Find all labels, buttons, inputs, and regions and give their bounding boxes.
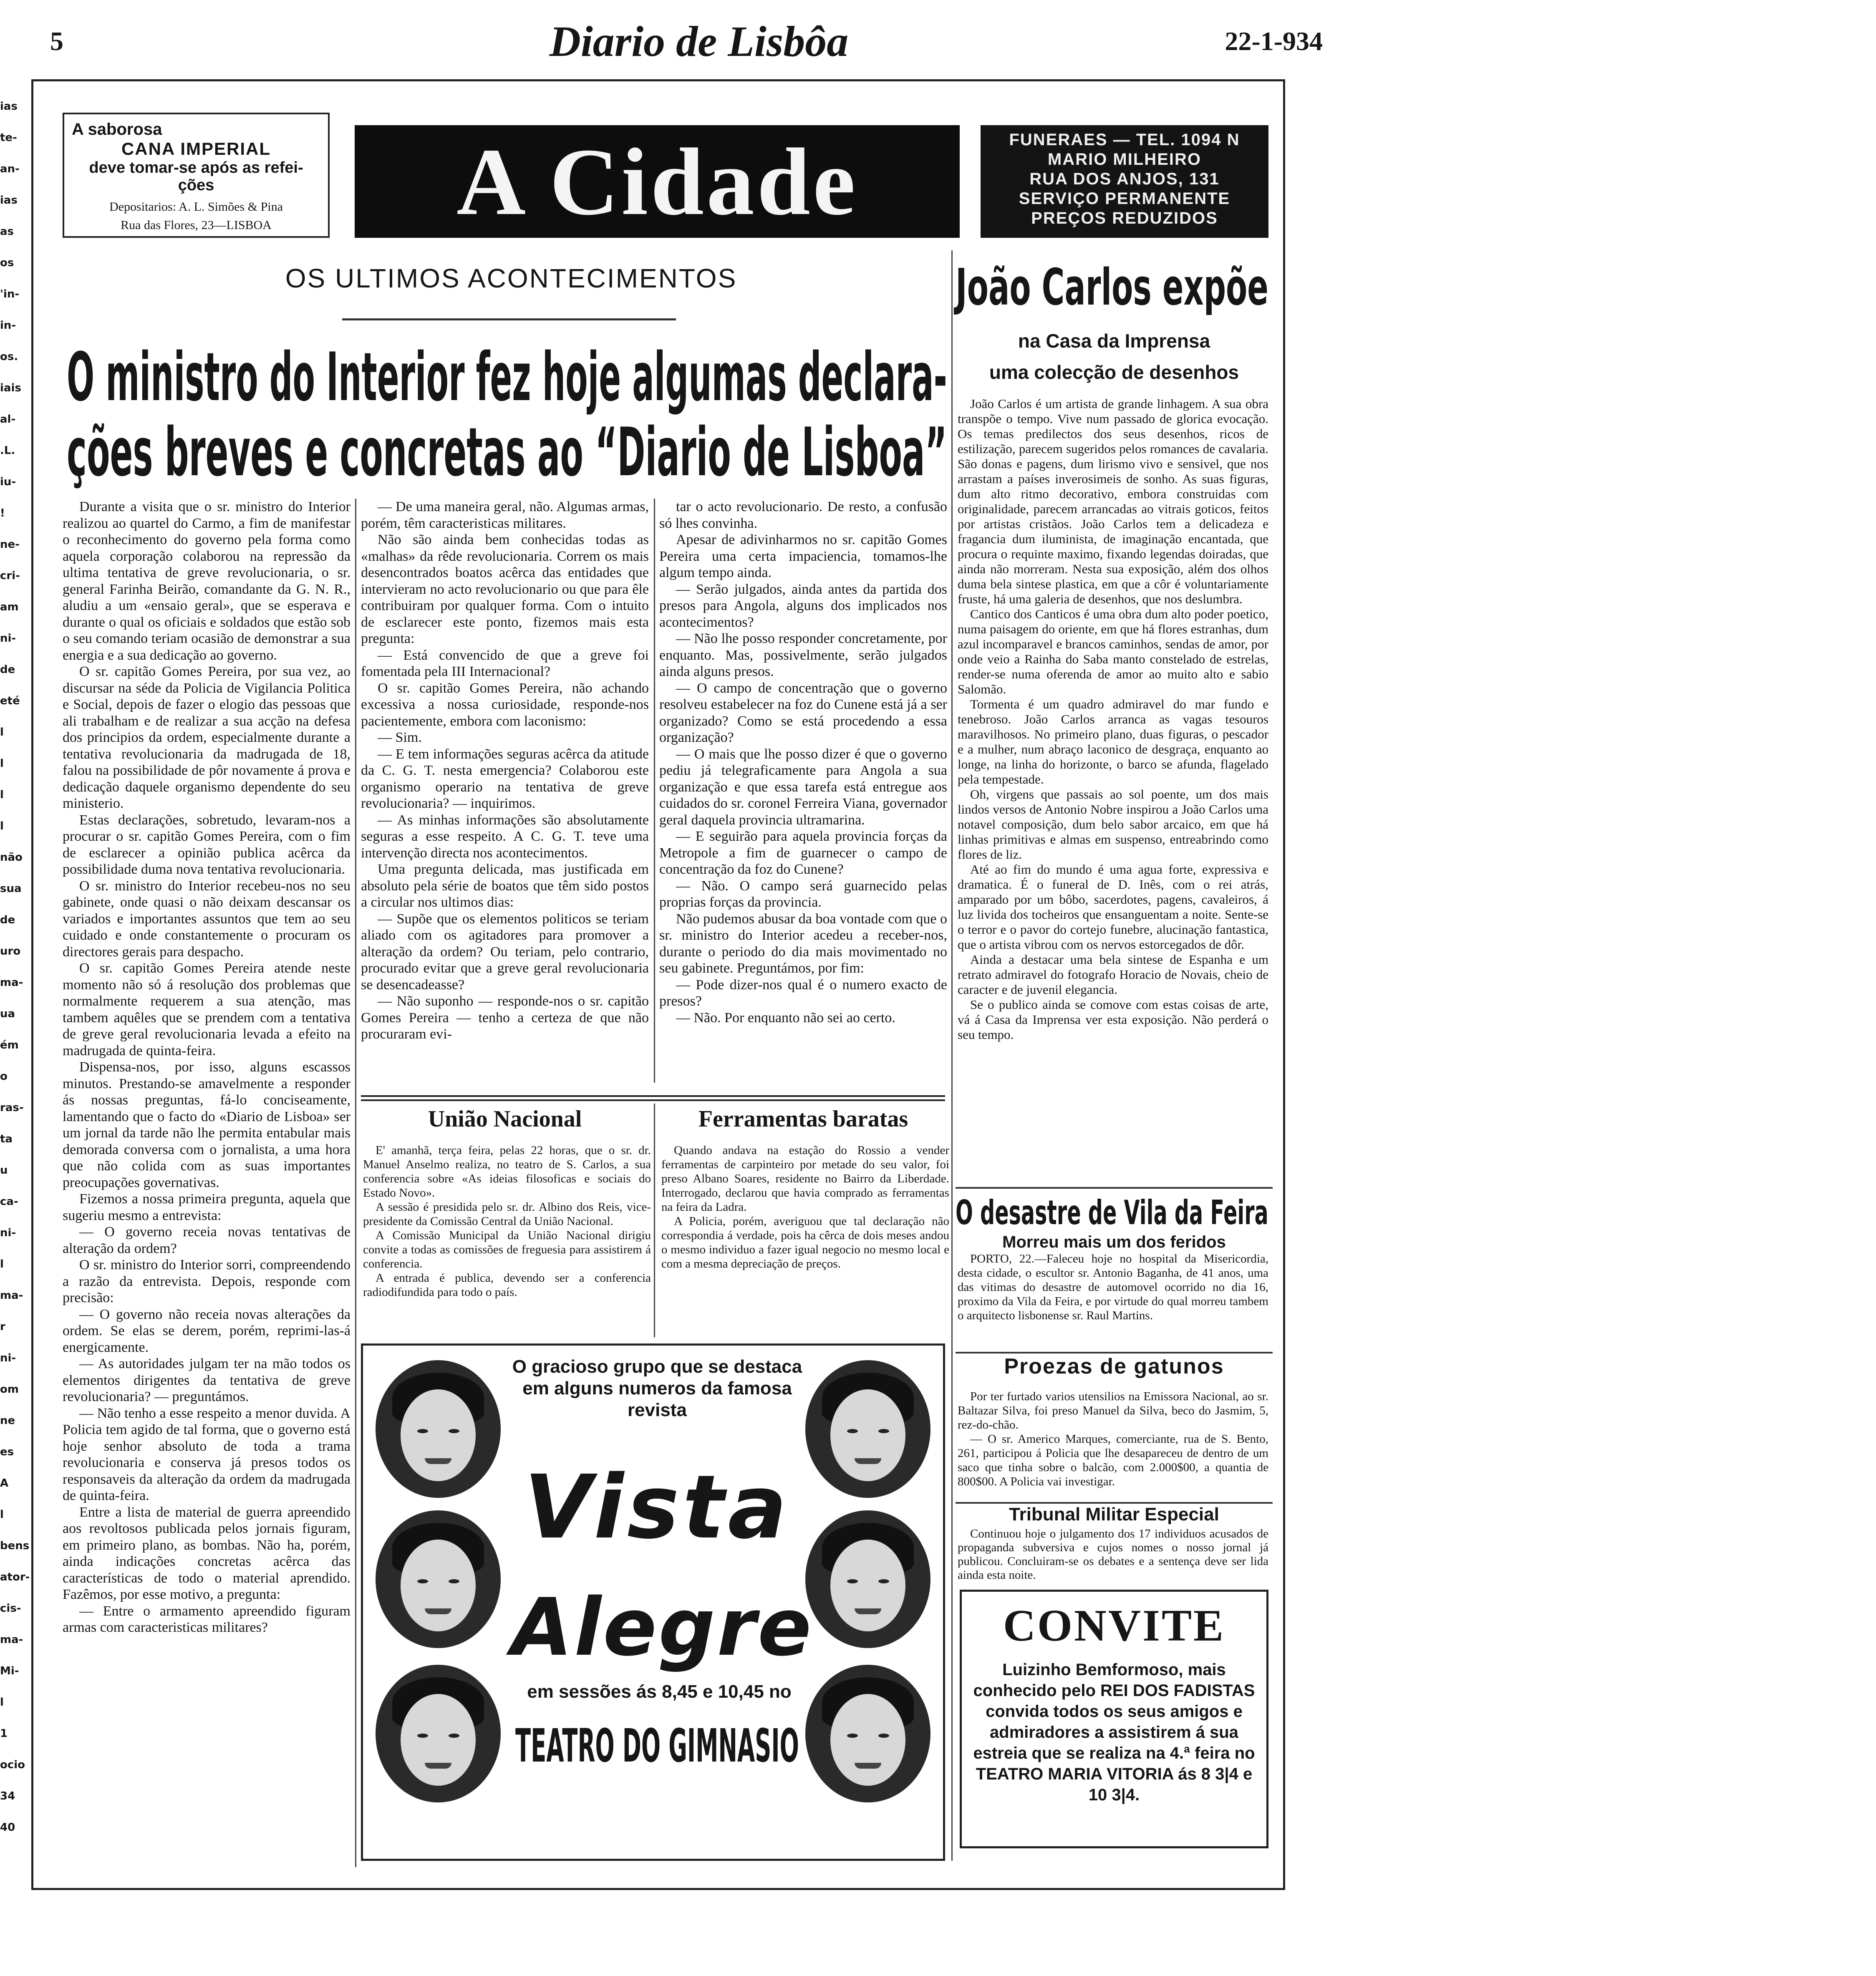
article-paragraph: — O governo não receia novas alterações da ordem. Se elas se derem, porém, reprimi-las-á energicamente. — [63, 1306, 350, 1355]
feira-body — [958, 1252, 1268, 1352]
tribunal-title: Tribunal Militar Especial — [1009, 1504, 1219, 1525]
ad-cana-depositarios: Depositarios: A. L. Simões & Pina — [109, 200, 283, 214]
adjacent-page-fragment: cis- — [0, 1602, 21, 1615]
ad-cana-product: CANA IMPERIAL — [121, 139, 271, 159]
article-paragraph: — E seguirão para aquela provincia forças da Metropole a fim de guarnecer o campo de concentração da foz do Cunene? — [659, 829, 947, 877]
adjacent-page-fragment: am — [0, 601, 19, 613]
article-paragraph: Uma pregunta delicada, mas justificada em absoluto pela série de boatos que têm sido postos a circular nos ultimos dias: — [361, 862, 649, 910]
column-rule — [951, 250, 953, 1861]
article-paragraph: Dispensa-nos, por isso, alguns escassos minutos. Prestando-se amavelmente a responder ás nossas preguntas, fá-lo conciseamente, lamentando que o facto do «Diario de Lisboa» ser um jornal da tarde não lhe permita entabular mais demorada conversa com o jornalista, a uma hora que não colida com as suas importantes preocupações governativas. — [63, 1059, 350, 1190]
uniao-nacional-body — [363, 1143, 651, 1339]
ad-funeraes-line: PREÇOS REDUZIDOS — [1031, 209, 1218, 227]
article-paragraph: — Não. Por enquanto não sei ao certo. — [676, 1010, 895, 1026]
adjacent-page-fragment: ni- — [0, 1227, 16, 1239]
article-paragraph: Fizemos a nossa primeira preguntа, aquela que sugeriu mesmo a entrevista: — [63, 1191, 350, 1223]
adjacent-page-fragment: ne — [0, 1414, 15, 1427]
article-paragraph: — Pode dizer-nos qual é o numero exacto de presos? — [659, 977, 947, 1009]
ad-vista-alegre-sessions: em sessões ás 8,45 e 10,45 no — [527, 1681, 792, 1702]
section-logo-text: A Cidade — [456, 128, 858, 235]
adjacent-page-fragment: ua — [0, 1008, 15, 1020]
adjacent-page-fragment: .L. — [0, 444, 15, 457]
article-paragraph: O sr. ministro do Interior recebeu-nos no seu gabinete, onde quasi o não deixam descansar os variados e importantes assuntos que tem ao seu cuidado e onde constantemente o procuram os directores gerais para despacho. — [63, 878, 350, 960]
section-rule — [956, 1502, 1273, 1504]
adjacent-page-fragment: ma- — [0, 1633, 23, 1646]
article-paragraph: — E tem informações seguras acêrca da atitude da C. G. T. nesta emergencia? Colaborou este organismo operario na tentativa de greve revolucionaria? — inquirimos. — [361, 746, 649, 811]
article-paragraph: — Sim. — [378, 730, 422, 745]
adjacent-page-fragment: es — [0, 1446, 14, 1458]
adjacent-page-fragment: al- — [0, 413, 16, 426]
portrait-photo — [376, 1360, 501, 1498]
article-paragraph: — Está convencido de que a greve foi fomentada pela III Internacional? — [361, 647, 649, 679]
feira-subtitle: Morreu mais um dos feridos — [1002, 1233, 1226, 1251]
adjacent-page-fragment: l — [0, 1696, 4, 1709]
adjacent-page-fragment: ias — [0, 194, 18, 207]
joao-carlos-subtitle: uma colecção de desenhos — [989, 361, 1239, 383]
article-paragraph: E' amanhã, terça feira, pelas 22 horas, que o sr. dr. Manuel Anselmo realiza, no teatro de S. Carlos, a sua conferencia sobre «As ideias filosoficas e sociais do Estado Novo». — [363, 1144, 651, 1200]
article-paragraph: — As autoridades julgam ter na mão todos os elementos dirigentes da tentativa de greve revolucionaria? — preguntámos. — [63, 1356, 350, 1404]
adjacent-page-fragment: 1 — [0, 1727, 8, 1740]
adjacent-page-fragment: ias — [0, 100, 18, 113]
adjacent-page-fragment: sua — [0, 882, 22, 895]
ad-funeraes-line: SERVIÇO PERMANENTE — [1019, 189, 1230, 208]
adjacent-page-fragment: 'in- — [0, 288, 20, 300]
article-paragraph: — O mais que lhe posso dizer é que o governo pediu já telegraficamente para Angola a sua organização e que essa tarefa está entregue aos cuidados do sr. coronel Ferreira Viana, governador geral daquela provincia ultramarina. — [659, 746, 947, 828]
adjacent-page-fragment: ator- — [0, 1571, 30, 1583]
adjacent-page-fragment: an- — [0, 163, 20, 175]
adjacent-page-fragment: os. — [0, 350, 18, 363]
article-paragraph: Não são ainda bem conhecidas todas as «malhas» da rêde revolucionaria. Correm os mais desencontrados boatos acêrca das entidades que intervieram no acto revolucionario ou que para êle contribuiram por qualquer forma. Com o intuito de esclarecer este ponto, fizemos mais esta pregunta: — [361, 532, 649, 646]
adjacent-page-fragment: ém — [0, 1039, 19, 1051]
portrait-photo — [805, 1665, 930, 1802]
adjacent-page-fragment: ras- — [0, 1101, 24, 1114]
portrait-photo — [805, 1360, 930, 1498]
headline-line-1: O ministro do Interior fez hoje algumas declara- — [67, 338, 947, 416]
article-paragraph: Oh, virgens que passais ao sol poente, um dos mais lindos versos de Antonio Nobre inspirou a João Carlos uma notavel composição, dum belo sabor arcaico, em que há linhas primitivas e almas em suspenso, entreabrindo como flores de liz. — [958, 787, 1268, 862]
adjacent-page-fragment: o — [0, 1070, 8, 1083]
ad-funeraes-line: RUA DOS ANJOS, 131 — [1029, 170, 1220, 188]
adjacent-page-fragment: l — [0, 820, 4, 832]
article-paragraph: — Serão julgados, ainda antes da partida dos presos para Angola, alguns dos implicados nos acontecimentos? — [659, 581, 947, 630]
adjacent-page-fragment: te- — [0, 131, 17, 144]
article-paragraph: O sr. ministro do Interior sorri, compreendendo a razão da entrevista. Depois, responde com precisão: — [63, 1257, 350, 1306]
adjacent-page-fragment: ni- — [0, 632, 16, 645]
article-paragraph: João Carlos é um artista de grande linhagem. A sua obra transpõe o tempo. Vive num passado de glorica evocação. Os temas predilectos dos seus desenhos, ricos de estilização, parecem sugeridos pelos romances de cavalaria. São donas e pagens, dum lirismo vivo e sensivel, que nos arrastam a países inverosimeis de sonho. As suas figuras, dum alto ritmo decorativo, embora construidas com originalidade, parecem arrancadas ao vitrais goticos, feitos por artistas cristãos. João Carlos tem a delicadeza e fragancia dum iluminista, de imaginação encantada, que procura o requinte maximo, fixando legendas doiradas, que ainda não morreram. Nesta sua exposição, além dos olhos duma bela sintese plastica, em que a côr é voluntariamente fruste, há uma galeria de desenhos, que nos deslumbra. — [958, 396, 1268, 606]
article-column-1 — [63, 499, 350, 1892]
article-paragraph: O sr. capitão Gomes Pereira atende neste momento não só á resolução dos problemas que normalmente requerem a sua atenção, mas tambem aquêles que se prendem com a tentativa de greve geral revolucionaria levada a efeito na madrugada de quinta-feira. — [63, 960, 350, 1059]
adjacent-page-fragment: l — [0, 726, 4, 738]
adjacent-page-fragment: as — [0, 225, 14, 238]
ad-cana-line: deve tomar-se após as refei-ções — [89, 159, 303, 194]
article-paragraph: — Entre o armamento apreendido figuram armas com caracteristicas militares? — [63, 1603, 350, 1635]
article-paragraph: Quando andava na estação do Rossio a vender ferramentas de carpinteiro por metade do seu valor, foi preso Albano Soares, residente no Bairro da Liberdade. Interrogado, declarou que havia comprado as ferramentas na feira da Ladra. — [661, 1144, 949, 1214]
ad-vista-alegre-theatre: TEATRO DO GIMNASIO — [515, 1719, 799, 1772]
article-paragraph: A Policia, porém, averiguou que tal declaração não correspondia á verdade, pois ha cêrca de dois meses andou o mesmo individuo a fazer igual negocio no mesmo local e com a mesma depreciação de preços. — [661, 1215, 949, 1270]
article-paragraph: Durante a visita que o sr. ministro do Interior realizou ao quartel do Carmo, a fim de manifestar o reconhecimento do governo pela forma como aquela corporação colaborou na repressão da ultima tentativa de greve revolucionaria, o sr. general Farinha Beirão, comandante da G. N. R., aludiu a um «ensaio geral», que se esperava e durante o qual os oficiais e soldados que estão sob o seu comando teriam ocasião de demonstrar a sua energia e a sua dedicação ao governo. — [63, 499, 350, 663]
ad-vista-alegre-title-1: Vista — [524, 1456, 790, 1558]
adjacent-page-fragment: cri- — [0, 570, 20, 582]
article-paragraph: — Não tenho a esse respeito a menor duvida. A Policia tem agido de tal forma, que o governo está hoje senhor absoluto de toda a trama revolucionaria e conserva já presos todos os responsaveis da alteração da ordem da madrugada de quinta-feira. — [63, 1405, 350, 1503]
article-paragraph: Não pudemos abusar da boa vontade com que o sr. ministro do Interior acedeu a receber-nos, durante o periodo do dia mais movimentado no seu gabinete. Preguntámos, por fim: — [659, 911, 947, 976]
adjacent-page-fragment: ma- — [0, 1289, 23, 1302]
adjacent-page-fragment: ma- — [0, 976, 23, 989]
adjacent-page-fragment: não — [0, 851, 23, 864]
ad-funeraes-line: MARIO MILHEIRO — [1048, 150, 1201, 169]
article-paragraph: Até ao fim do mundo é uma agua forte, expressiva e dramatica. É o funeral de D. Inês, com o rei atrás, amparado por um bôbo, sacerdotes, pagens, cavaleiros, á luz livida dos tocheiros que ensanguentam a noite. Sente-se o terror e o pavor do cortejo funebre, alucinação fantastica, que o artista vibrou com os nervos estorcegados de dôr. — [958, 862, 1268, 952]
article-paragraph: Apesar de adivinharmos no sr. capitão Gomes Pereira uma certa impaciencia, tomamos-lhe algum tempo ainda. — [659, 532, 947, 580]
ad-cana-line: A saborosa — [72, 120, 162, 139]
adjacent-page-fragment: eté — [0, 695, 20, 707]
portrait-photo — [376, 1665, 501, 1802]
adjacent-page-fragment: l — [0, 1258, 4, 1270]
adjacent-page-fragment: bens — [0, 1540, 30, 1552]
adjacent-page-fragment: de — [0, 914, 15, 926]
adjacent-page-fragment: 40 — [0, 1821, 15, 1834]
ad-cana-imperial — [63, 113, 330, 238]
uniao-nacional-title: União Nacional — [428, 1106, 582, 1132]
column-rule — [654, 1104, 655, 1337]
article-paragraph: A Comissão Municipal da União Nacional dirigiu convite a todas as comissões de freguesia para assistirem á conferencia. — [363, 1229, 651, 1270]
article-paragraph: tar o acto revolucionario. De resto, a confusão só lhes convinha. — [659, 499, 947, 531]
adjacent-page-fragment: ta — [0, 1133, 13, 1145]
adjacent-page-fragment: ca- — [0, 1195, 18, 1208]
adjacent-page-fragment: ne- — [0, 538, 20, 551]
article-paragraph: Entre a lista de material de guerra apreendido aos revoltosos publicada pelos jornais figuram, em primeiro plano, as bombas. Não ha, porém, ainda indicações concretas acêrca das características de todo o material aprendido. Fazêmos, por esse motivo, a pregunta: — [63, 1504, 350, 1602]
gatunos-title: Proezas de gatunos — [1004, 1354, 1224, 1379]
headline-line-2: ções breves e concretas ao “Diario de Lisboa” — [67, 413, 947, 491]
ad-funeraes-line: FUNERAES — TEL. 1094 N — [1009, 131, 1240, 149]
section-double-rule — [361, 1095, 945, 1101]
adjacent-page-fragment: l — [0, 1508, 4, 1521]
article-paragraph: — As minhas informações são absolutamente seguras a esse respeito. A C. G. T. teve uma intervenção directa nos acontecimentos. — [361, 812, 649, 861]
article-paragraph: — Não suponho — responde-nos o sr. capitão Gomes Pereira — tenho a certeza de que não procuraram evi- — [361, 993, 649, 1042]
article-paragraph: — O campo de concentração que o governo resolveu estabelecer na foz do Cunene está já a ser organizado? Como se está procedendo a essa organização? — [659, 680, 947, 745]
article-paragraph: O sr. capitão Gomes Pereira, por sua vez, ao discursar na séde da Policia de Vigilancia Politica e Social, depois de fazer o elogio das pessoas que ali trabalham e de realizar a sua acção na defesa dos principios da ordem, especialmente durante a tentativa revolucionaria da madrugada de 18, falou na possibilidade de pôr novamente á prova e dedicação daquele organismo dependente do seu ministerio. — [63, 664, 350, 811]
ad-vista-alegre-title-2: Alegre — [511, 1581, 813, 1674]
ferramentas-title: Ferramentas baratas — [698, 1106, 908, 1132]
adjacent-page-fragment: os — [0, 257, 14, 269]
adjacent-page-fragments — [0, 100, 30, 1861]
page-number: 5 — [50, 26, 63, 56]
article-paragraph: Por ter furtado varios utensilios na Emissora Nacional, ao sr. Baltazar Silva, foi preso Manuel da Silva, beco do Jasmim, 5, rez-do-chão. — [958, 1390, 1268, 1432]
ad-cana-address: Rua das Flores, 23—LISBOA — [121, 218, 272, 232]
joao-carlos-title: João Carlos expõe — [956, 259, 1268, 317]
adjacent-page-fragment: de — [0, 663, 15, 676]
section-kicker: OS ULTIMOS ACONTECIMENTOS — [285, 263, 737, 293]
adjacent-page-fragment: in- — [0, 319, 16, 332]
tribunal-paragraph: Continuou hoje o julgamento dos 17 individuos acusados de propaganda subversiva e cujos nomes o nosso jornal já publicou. Concluiram-se os debates e a sentença deve ser lida ainda esta noite. — [958, 1527, 1268, 1582]
page-bottom-rule — [31, 1890, 1285, 1892]
adjacent-page-fragment: om — [0, 1383, 19, 1396]
article-paragraph: A entrada é publica, devendo ser a conferencia radiodifundida para todo o país. — [363, 1271, 651, 1299]
article-paragraph: O sr. capitão Gomes Pereira, não achando excessiva a nossa curiosidade, responde-nos pacientemente, embora com laconismo: — [361, 680, 649, 729]
article-paragraph: — O governo receia novas tentativas de alteração da ordem? — [63, 1224, 350, 1256]
feira-paragraph: PORTO, 22.—Faleceu hoje no hospital da Misericordia, desta cidade, o escultor sr. Antonio Baganha, de 41 anos, uma das vitimas do desastre de automovel ocorrido no dia 16, proximo da Vila da Feira, e por virtude do qual morreu tambem o arquitecto lisbonense sr. Raul Martins. — [958, 1252, 1268, 1322]
adjacent-page-fragment: A — [0, 1477, 9, 1490]
column-rule — [654, 499, 655, 1083]
ad-convite — [960, 1590, 1268, 1848]
gatunos-body — [958, 1389, 1268, 1498]
adjacent-page-fragment: r — [0, 1321, 5, 1333]
portrait-photo — [805, 1510, 930, 1648]
article-paragraph: Cantico dos Canticos é uma obra dum alto poder poetico, numa paisagem do oriente, em que há flores estranhas, dum azul incomparavel e brancos caminhos, sendas de amor, por onde veio a Rainha do Saba manto constelado de estrelas, render-se numa oferenda de amor ao muito alto e sabio Salomão. — [958, 607, 1268, 696]
masthead-title: Diario de Lisbôa — [549, 18, 849, 66]
ad-funeraes — [981, 125, 1268, 238]
article-paragraph: — De uma maneira geral, não. Algumas armas, porém, têm caracteristicas militares. — [361, 499, 649, 531]
article-paragraph: Estas declarações, sobretudo, levaram-nos a procurar o sr. capitão Gomes Pereira, com o fim de esclarecer a opinião publica acêrca da possibilidade duma nova tentativa revolucionaria. — [63, 812, 350, 877]
adjacent-page-fragment: iu- — [0, 476, 16, 488]
issue-date: 22-1-934 — [1225, 26, 1323, 56]
adjacent-page-fragment: l — [0, 789, 4, 801]
adjacent-page-fragment: u — [0, 1164, 8, 1177]
article-paragraph: Se o publico ainda se comove com estas coisas de arte, vá á Casa da Imprensa ver esta exposição. Não perderá o seu tempo. — [958, 997, 1268, 1042]
joao-carlos-body — [958, 396, 1268, 1189]
feira-title: O desastre de Vila da Feira — [956, 1193, 1268, 1232]
article-paragraph: — Não lhe posso responder concretamente, por enquanto. Mas, possivelmente, serão julgados ainda alguns presos. — [659, 631, 947, 679]
column-rule — [355, 499, 356, 1867]
portrait-photo — [376, 1510, 501, 1648]
adjacent-page-fragment: uro — [0, 945, 21, 958]
article-paragraph: — Supõe que os elementos politicos se teriam aliado com os agitadores para promover a alteração da ordem? Ou teriam, pelo contrario, procurado evitar que a greve geral revolucionaria se desencadeasse? — [361, 911, 649, 993]
adjacent-page-fragment: iais — [0, 382, 21, 394]
article-column-3 — [659, 499, 947, 1079]
tribunal-body — [958, 1527, 1268, 1581]
section-rule — [956, 1187, 1273, 1189]
adjacent-page-fragment: ni- — [0, 1352, 16, 1364]
section-rule — [956, 1352, 1273, 1353]
adjacent-page-fragment: ! — [0, 507, 5, 519]
article-paragraph: A sessão é presidida pelo sr. dr. Albino dos Reis, vice-presidente da Comissão Central da União Nacional. — [363, 1200, 651, 1228]
kicker-rule — [342, 318, 676, 320]
ad-vista-alegre-intro: O gracioso grupo que se destaca em alguns numeros da famosa revista — [512, 1356, 802, 1420]
convite-title: CONVITE — [1003, 1601, 1225, 1651]
article-paragraph: — O sr. Americo Marques, comerciante, rua de S. Bento, 261, participou á Policia que lhe desapareceu de dentro de um saco que tinha sobre o balcão, com 2.000$00, a quantia de 800$00. A Policia vai investigar. — [958, 1432, 1268, 1488]
adjacent-page-fragment: ocio — [0, 1759, 25, 1771]
article-column-2 — [361, 499, 649, 1079]
article-paragraph: Tormenta é um quadro admiravel do mar fundo e tenebroso. João Carlos arranca as vagas tesouros maravilhosos. No primeiro plano, duas figuras, o pescador e a mulher, num abraço laconico de desgraça, enquanto ao longe, na linha do horizonte, o barco se afunda, flagelado pela tempestade. — [958, 697, 1268, 786]
section-logo — [355, 125, 960, 238]
adjacent-page-fragment: Mi- — [0, 1665, 19, 1677]
article-paragraph: — Não. O campo será guarnecido pelas proprias forças da provincia. — [659, 878, 947, 910]
joao-carlos-subtitle: na Casa da Imprensa — [1018, 330, 1210, 352]
adjacent-page-fragment: 34 — [0, 1790, 15, 1802]
ferramentas-body — [661, 1143, 949, 1339]
adjacent-page-fragment: l — [0, 757, 4, 770]
article-paragraph: Ainda a destacar uma bela sintese de Espanha e um retrato admiravel do fotografo Horacio de Novais, cheio de caracter e de juvenil elegancia. — [958, 952, 1268, 997]
convite-body: Luizinho Bemformoso, mais conhecido pelo REI DOS FADISTAS convida todos os seus amigos e admiradores a assistirem á sua estreia que se realiza na 4.ª feira no TEATRO MARIA VITORIA ás 8 3|4 e 10 3|4. — [973, 1661, 1255, 1804]
